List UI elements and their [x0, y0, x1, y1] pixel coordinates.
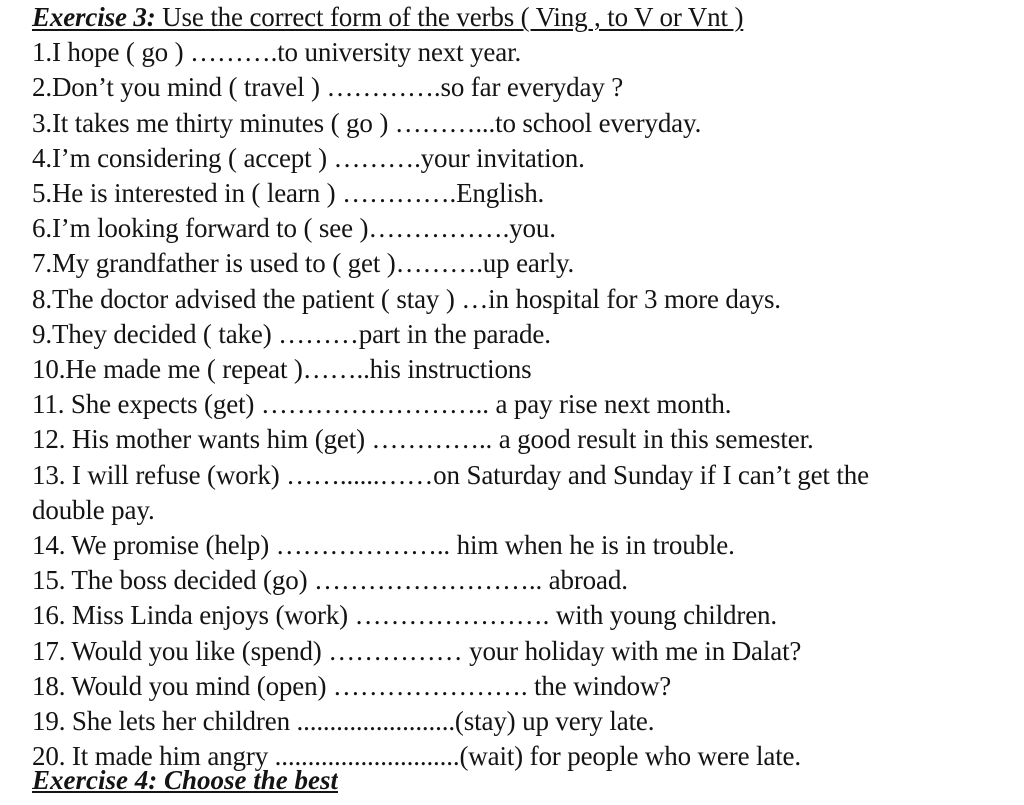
exercise-item-1: 1.I hope ( go ) ……….to university next year.: [32, 37, 522, 68]
next-exercise-heading-cropped: Exercise 4: Choose the best: [32, 765, 338, 795]
exercise-item-5: 5.He is interested in ( learn ) ………….English.: [32, 178, 545, 209]
exercise-document: [32, 0, 1012, 774]
exercise-item-12: 12. His mother wants him (get) ………….. a good result in this semester.: [32, 424, 814, 455]
exercise-item-2: 2.Don’t you mind ( travel ) ………….so far everyday ?: [32, 72, 624, 103]
exercise-item-4: 4.I’m considering ( accept ) ……….your invitation.: [32, 142, 585, 173]
exercise-item-20: 20. It made him angry ............................(wait) for people who were late.: [32, 741, 801, 772]
exercise-item-19: 19. She lets her children ........................(stay) up very late.: [32, 706, 655, 737]
exercise-item-3: 3.It takes me thirty minutes ( go ) ………...to school everyday.: [32, 107, 702, 138]
exercise-item-11: 11. She expects (get) …………………….. a pay rise next month.: [32, 389, 732, 420]
exercise-item-10: 10.He made me ( repeat )……..his instructions: [32, 354, 532, 385]
exercise-item-13-continued: double pay.: [32, 494, 155, 525]
exercise-label: Exercise 3:: [32, 2, 156, 32]
exercise-title: [32, 0, 1012, 35]
exercise-item-18: 18. Would you mind (open) …………………. the window?: [32, 670, 672, 701]
exercise-item-15: 15. The boss decided (go) …………………….. abroad.: [32, 565, 628, 596]
exercise-item-17: 17. Would you like (spend) …………… your holiday with me in Dalat?: [32, 635, 802, 666]
exercise-item-6: 6.I’m looking forward to ( see )…………….you.: [32, 213, 556, 244]
exercise-item-13: 13. I will refuse (work) ……......……on Saturday and Sunday if I can’t get the: [32, 459, 869, 490]
exercise-item-14: 14. We promise (help) ……………….. him when he is in trouble.: [32, 530, 735, 561]
exercise-instruction: Use the correct form of the verbs ( Ving , to V or Vnt ): [155, 2, 744, 32]
exercise-item-9: 9.They decided ( take) ………part in the parade.: [32, 318, 551, 349]
exercise-item-16: 16. Miss Linda enjoys (work) …………………. with young children.: [32, 600, 777, 631]
exercise-item-8: 8.The doctor advised the patient ( stay ) …in hospital for 3 more days.: [32, 283, 781, 314]
exercise-item-7: 7.My grandfather is used to ( get )……….up early.: [32, 248, 575, 279]
